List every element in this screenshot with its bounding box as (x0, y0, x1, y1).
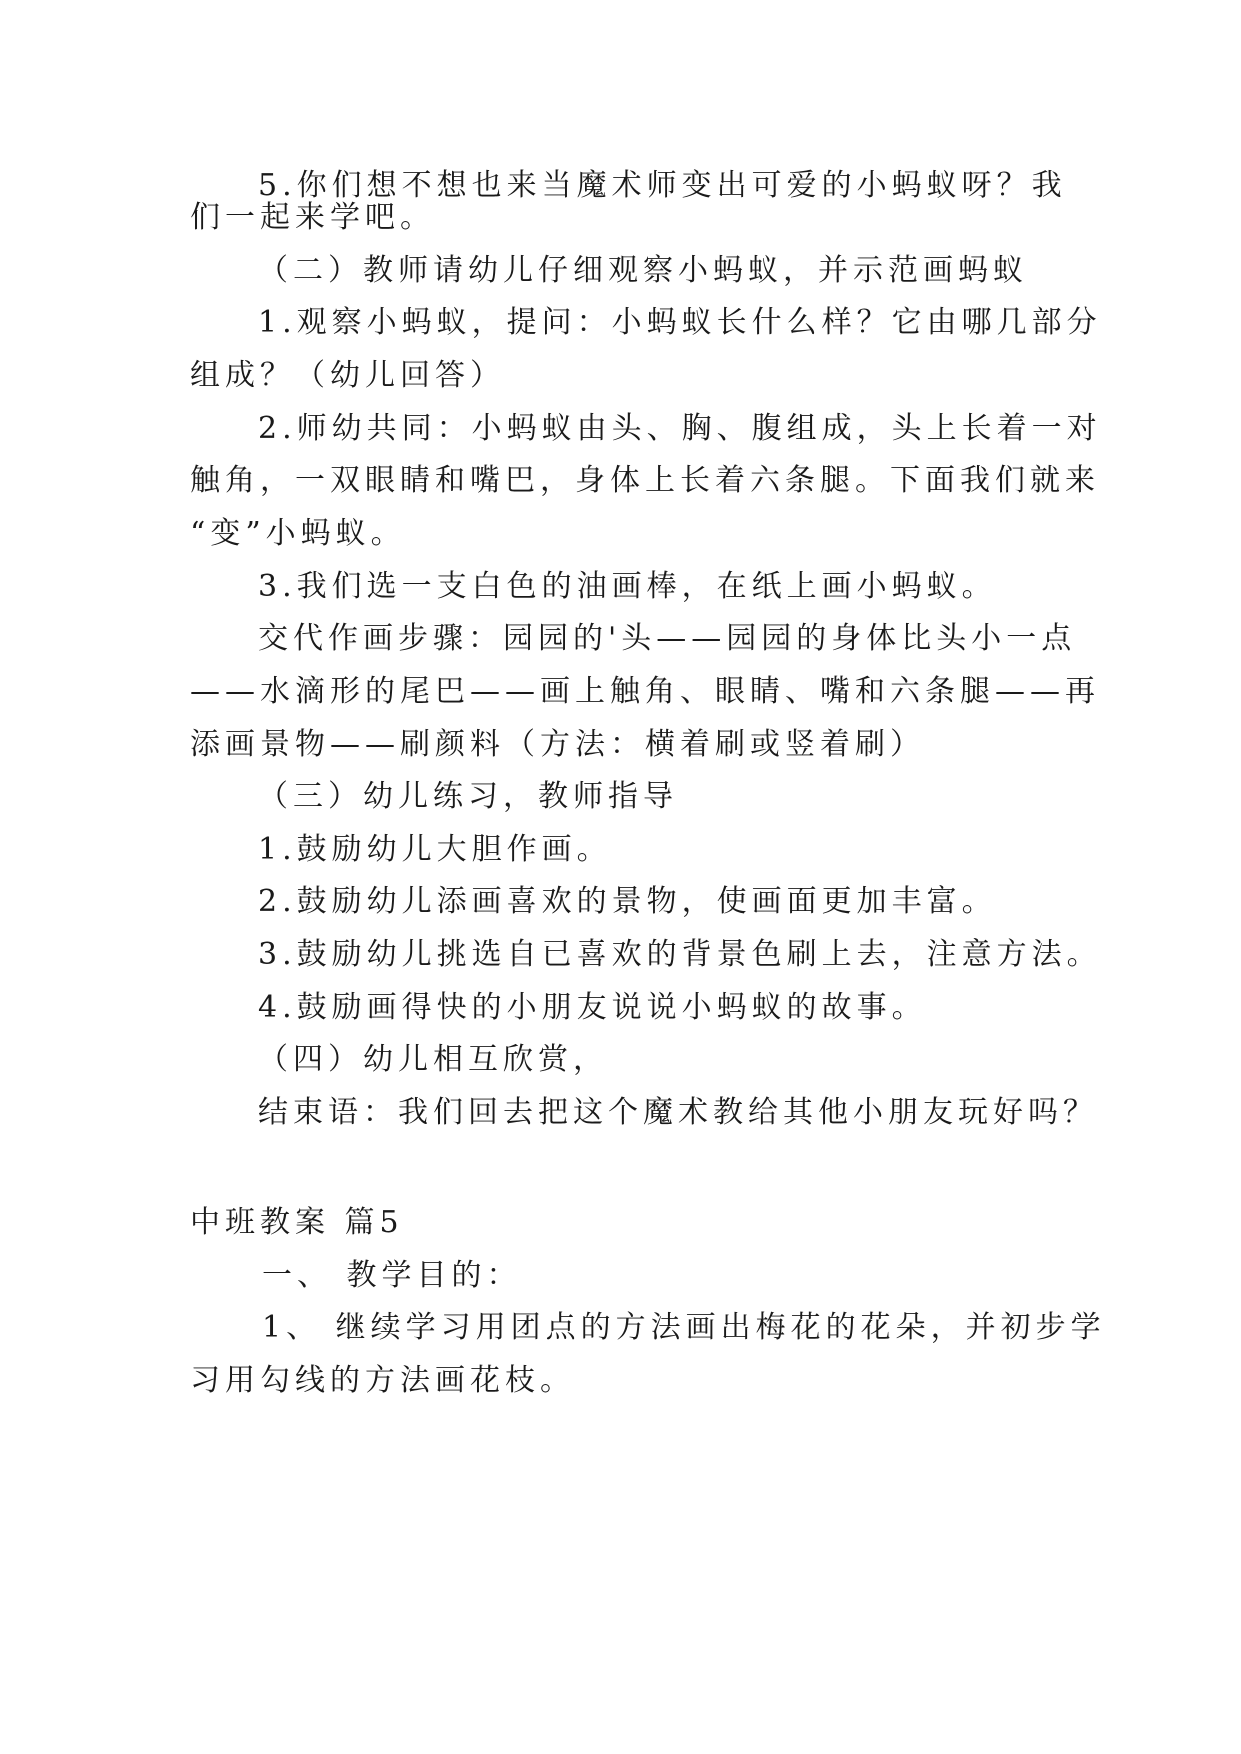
paragraph-line: 1、 继续学习用团点的方法画出梅花的花朵，并初步学 (262, 1310, 1106, 1345)
paragraph-line: 添画景物——刷颜料（方法：横着刷或竖着刷） (190, 727, 925, 762)
paragraph-line: 们一起来学吧。 (190, 200, 435, 235)
paragraph-line: 组成？（幼儿回答） (190, 358, 505, 393)
paragraph-line: 结束语：我们回去把这个魔术教给其他小朋友玩好吗？ (258, 1095, 1098, 1130)
paragraph-line: 1.观察小蚂蚁，提问：小蚂蚁长什么样？它由哪几部分 (258, 305, 1102, 340)
lesson-title: 中班教案 篇5 (190, 1205, 404, 1240)
section-heading: （四）幼儿相互欣赏， (258, 1042, 608, 1077)
paragraph-line: 3.我们选一支白色的油画棒，在纸上画小蚂蚁。 (258, 569, 997, 604)
paragraph-line: 交代作画步骤：园园的'头——园园的身体比头小一点 (258, 621, 1077, 656)
paragraph-line: “变”小蚂蚁。 (190, 516, 406, 551)
paragraph-line: 1.鼓励幼儿大胆作画。 (258, 832, 612, 867)
paragraph-line: ——水滴形的尾巴——画上触角、眼睛、嘴和六条腿——再 (190, 674, 1100, 709)
paragraph-line: 习用勾线的方法画花枝。 (190, 1363, 575, 1398)
paragraph-line: 3.鼓励幼儿挑选自已喜欢的背景色刷上去，注意方法。 (258, 937, 1102, 972)
section-heading: 一、 教学目的： (262, 1258, 522, 1293)
section-heading: （二）教师请幼儿仔细观察小蚂蚁，并示范画蚂蚁 (258, 253, 1028, 288)
section-heading: （三）幼儿练习，教师指导 (258, 779, 678, 814)
paragraph-line: 2.师幼共同：小蚂蚁由头、胸、腹组成，头上长着一对 (258, 411, 1102, 446)
paragraph-line: 触角，一双眼睛和嘴巴，身体上长着六条腿。下面我们就来 (190, 463, 1100, 498)
paragraph-line: 4.鼓励画得快的小朋友说说小蚂蚁的故事。 (258, 990, 927, 1025)
paragraph-line: 2.鼓励幼儿添画喜欢的景物，使画面更加丰富。 (258, 884, 997, 919)
paragraph-line: 5.你们想不想也来当魔术师变出可爱的小蚂蚁呀？我 (258, 168, 1067, 203)
